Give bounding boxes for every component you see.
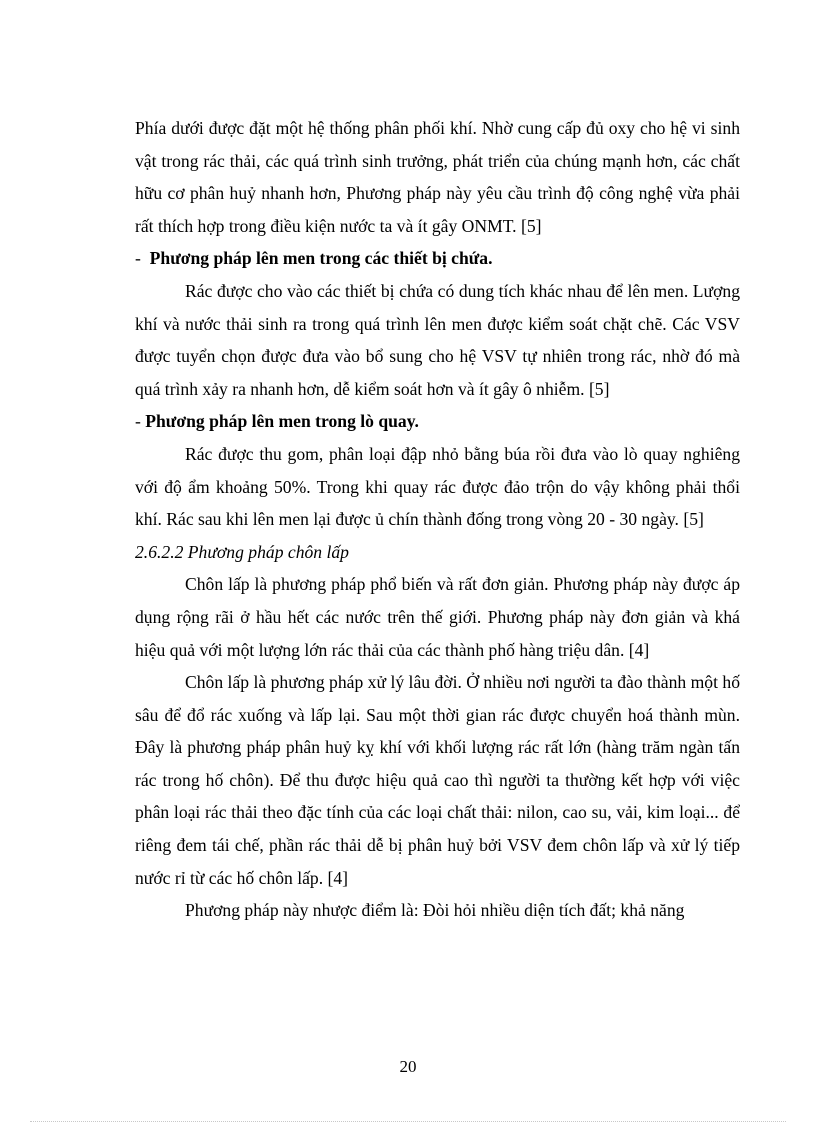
- paragraph-landfill-intro: Chôn lấp là phương pháp phổ biến và rất đơn giản. Phương pháp này được áp dụng rộng rãi ở hầu hết các nước trên thế giới. Phương pháp này đơn giản và khá hiệu quả với một lượng lớn rác thải của các thành phố hàng triệu dân. [4]: [135, 574, 740, 660]
- subsection-title-landfill: 2.6.2.2 Phương pháp chôn lấp: [135, 541, 349, 562]
- heading-container-fermentation: [135, 242, 740, 275]
- page-body: [135, 112, 740, 927]
- paragraph-rotary-kiln: Rác được thu gom, phân loại đập nhỏ bằng búa rồi đưa vào lò quay nghiêng với độ ẩm khoảng 50%. Trong khi quay rác được đảo trộn do vậy không phải thổi khí. Rác sau khi lên men lại được ủ chín thành đống trong vòng 20 - 30 ngày. [5]: [135, 443, 740, 530]
- paragraph-container-fermentation: Rác được cho vào các thiết bị chứa có dung tích khác nhau để lên men. Lượng khí và nước thải sinh ra trong quá trình lên men được kiểm soát chặt chẽ. Các VSV được tuyển chọn được đưa vào bổ sung cho hệ VSV tự nhiên trong rác, nhờ đó mà quá trình xảy ra nhanh hơn, dễ kiểm soát hơn và ít gây ô nhiễm. [5]: [135, 280, 740, 399]
- page-bottom-divider: [30, 1121, 786, 1122]
- heading-text: Phương pháp lên men trong lò quay.: [145, 411, 419, 432]
- heading-dash: -: [135, 248, 141, 269]
- heading-dash: -: [135, 411, 141, 432]
- page-number: 20: [399, 1057, 417, 1076]
- paragraph-aeration: Phía dưới được đặt một hệ thống phân phối khí. Nhờ cung cấp đủ oxy cho hệ vi sinh vật trong rác thải, các quá trình sinh trưởng, phát triển của chúng mạnh hơn, các chất hữu cơ phân huỷ nhanh hơn, Phương pháp này yêu cầu trình độ công nghệ vừa phải rất thích hợp trong điều kiện nước ta và ít gây ONMT. [5]: [135, 118, 740, 236]
- paragraph-landfill-process: Chôn lấp là phương pháp xử lý lâu đời. Ở nhiều nơi người ta đào thành một hố sâu để đổ rác xuống và lấp lại. Sau một thời gian rác được chuyển hoá thành mùn. Đây là phương pháp phân huỷ kỵ khí với khối lượng rác rất lớn (hàng trăm ngàn tấn rác trong hố chôn). Để thu được hiệu quả cao thì người ta thường kết hợp với việc phân loại rác thải theo đặc tính của các loại chất thải: nilon, cao su, vải, kim loại... để riêng đem tái chế, phần rác thải dễ bị phân huỷ bởi VSV đem chôn lấp và xử lý tiếp nước rỉ từ các hố chôn lấp. [4]: [135, 672, 740, 888]
- paragraph-landfill-drawbacks: Phương pháp này nhược điểm là: Đòi hỏi nhiều diện tích đất; khả năng: [185, 900, 685, 921]
- heading-text: Phương pháp lên men trong các thiết bị chứa.: [149, 248, 493, 269]
- heading-rotary-kiln: [135, 405, 740, 438]
